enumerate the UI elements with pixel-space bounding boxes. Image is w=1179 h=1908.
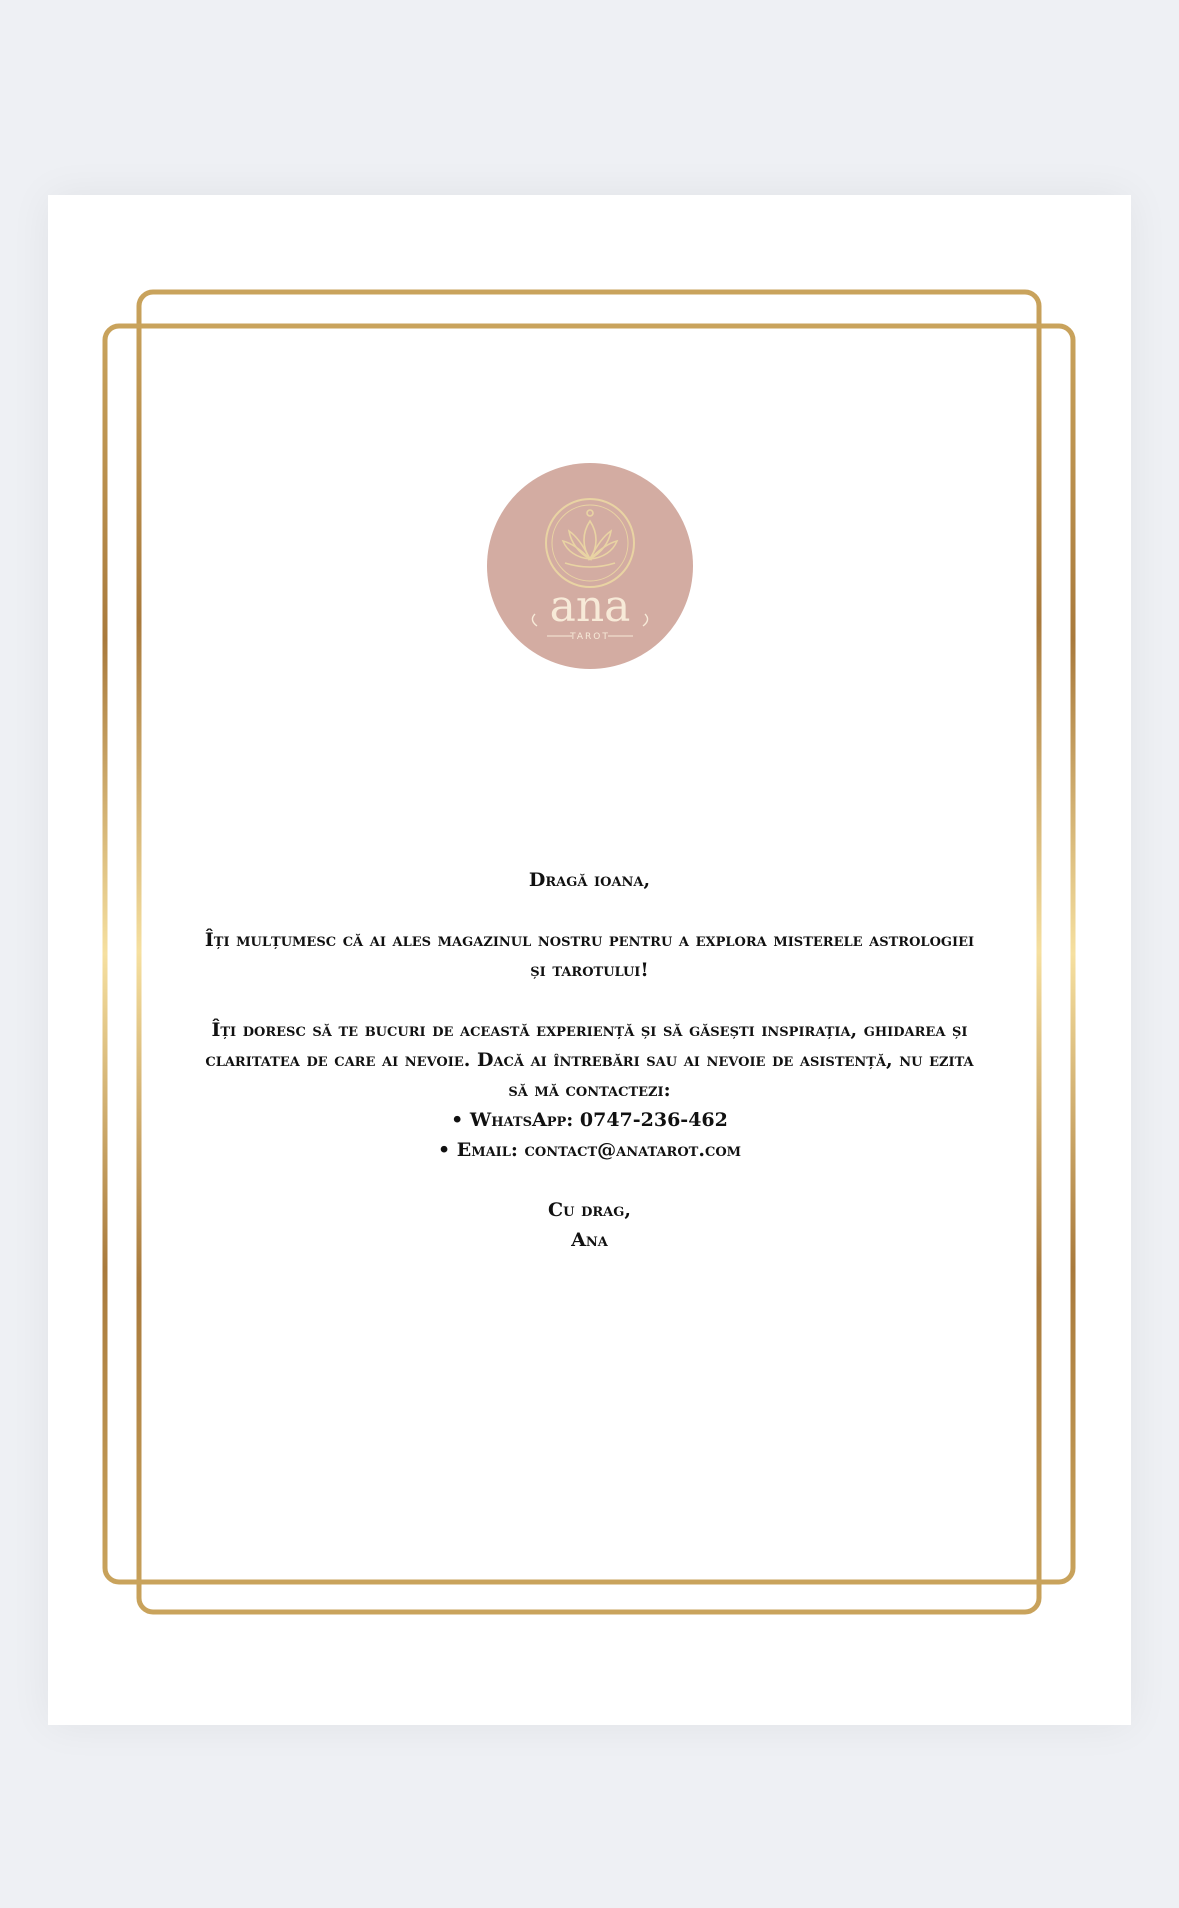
contact-whatsapp: • WhatsApp: 0747-236-462 — [451, 1109, 728, 1131]
logo-subtitle: TAROT — [570, 632, 610, 642]
logo-brand: ana — [549, 581, 631, 632]
ana-tarot-logo — [487, 463, 693, 669]
letter-body — [198, 865, 981, 1255]
letter-greeting: Dragă ioana, — [528, 869, 651, 891]
contact-email: • Email: contact@anatarot.com — [437, 1139, 742, 1161]
letter-closing: Cu drag, — [548, 1199, 631, 1221]
letter-paragraph-thanks: Îți mulțumesc că ai ales magazinul nostru pentru a explora misterele astrologiei și tarotului! — [204, 929, 975, 981]
letter-page — [48, 195, 1131, 1725]
letter-paragraph-wishes: Îți doresc să te bucuri de această experiență și să găsești inspirația, ghidarea și claritatea de care ai nevoie. Dacă ai întrebări sau ai nevoie de asistență, nu ezita să mă contactezi: — [205, 1019, 974, 1101]
letter-signature: Ana — [571, 1229, 608, 1251]
